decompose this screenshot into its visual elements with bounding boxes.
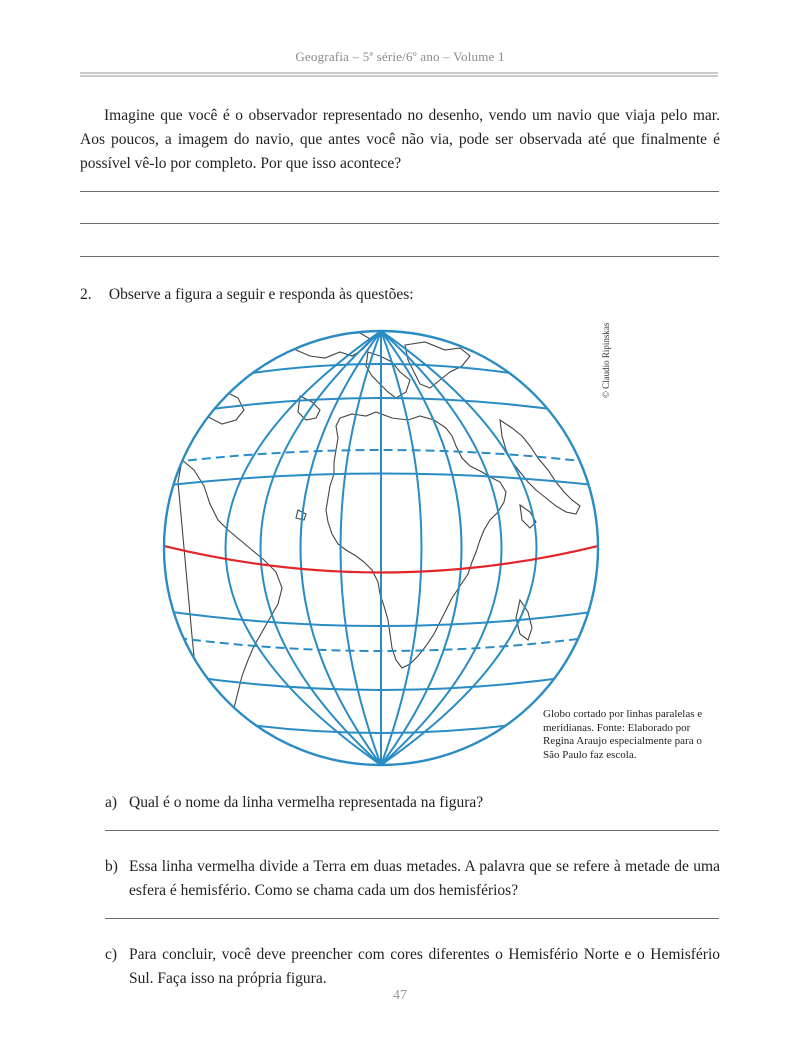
meridian-lines — [226, 331, 537, 765]
globe-figure — [160, 318, 605, 783]
question-2 — [80, 286, 414, 304]
globe-illustration — [160, 318, 605, 778]
item-c — [105, 943, 720, 991]
question-text: Observe a figura a seguir e responda às questões: — [108, 286, 414, 303]
item-text: Para concluir, você deve preencher com cores diferentes o Hemisfério Norte e o Hemisfério Sul. Faça isso na própria figura. — [129, 946, 720, 987]
item-b — [105, 855, 720, 903]
figure-caption: Globo cortado por linhas paralelas e meridianas. Fonte: Elaborado por Regina Araujo especialmente para o São Paulo faz escola. — [543, 708, 703, 761]
item-label: a) — [105, 794, 118, 811]
item-label: c) — [105, 946, 118, 963]
item-text: Essa linha vermelha divide a Terra em duas metades. A palavra que se refere à metade de uma esfera é hemisfério. Como se chama cada um dos hemisférios? — [129, 858, 720, 899]
intro-paragraph: Imagine que você é o observador representado no desenho, vendo um navio que viaja pelo mar. Aos poucos, a imagem do navio, que antes você não via, pode ser observada até que finalmente é possível vê-lo por completo. Por que isso acontece? — [80, 107, 720, 172]
answer-line[interactable] — [105, 918, 719, 919]
answer-line[interactable] — [80, 256, 719, 257]
item-a — [105, 791, 720, 815]
image-credit: © Claudio Ripinskas — [601, 322, 611, 398]
item-label: b) — [105, 858, 118, 875]
header-double-rule — [80, 72, 718, 77]
answer-line[interactable] — [80, 223, 719, 224]
page-number: 47 — [393, 988, 407, 1003]
running-header: Geografia – 5ª série/6º ano – Volume 1 — [295, 49, 505, 64]
question-number: 2. — [80, 286, 92, 303]
item-text: Qual é o nome da linha vermelha representada na figura? — [129, 794, 484, 811]
answer-line[interactable] — [80, 191, 719, 192]
answer-line[interactable] — [105, 830, 719, 831]
